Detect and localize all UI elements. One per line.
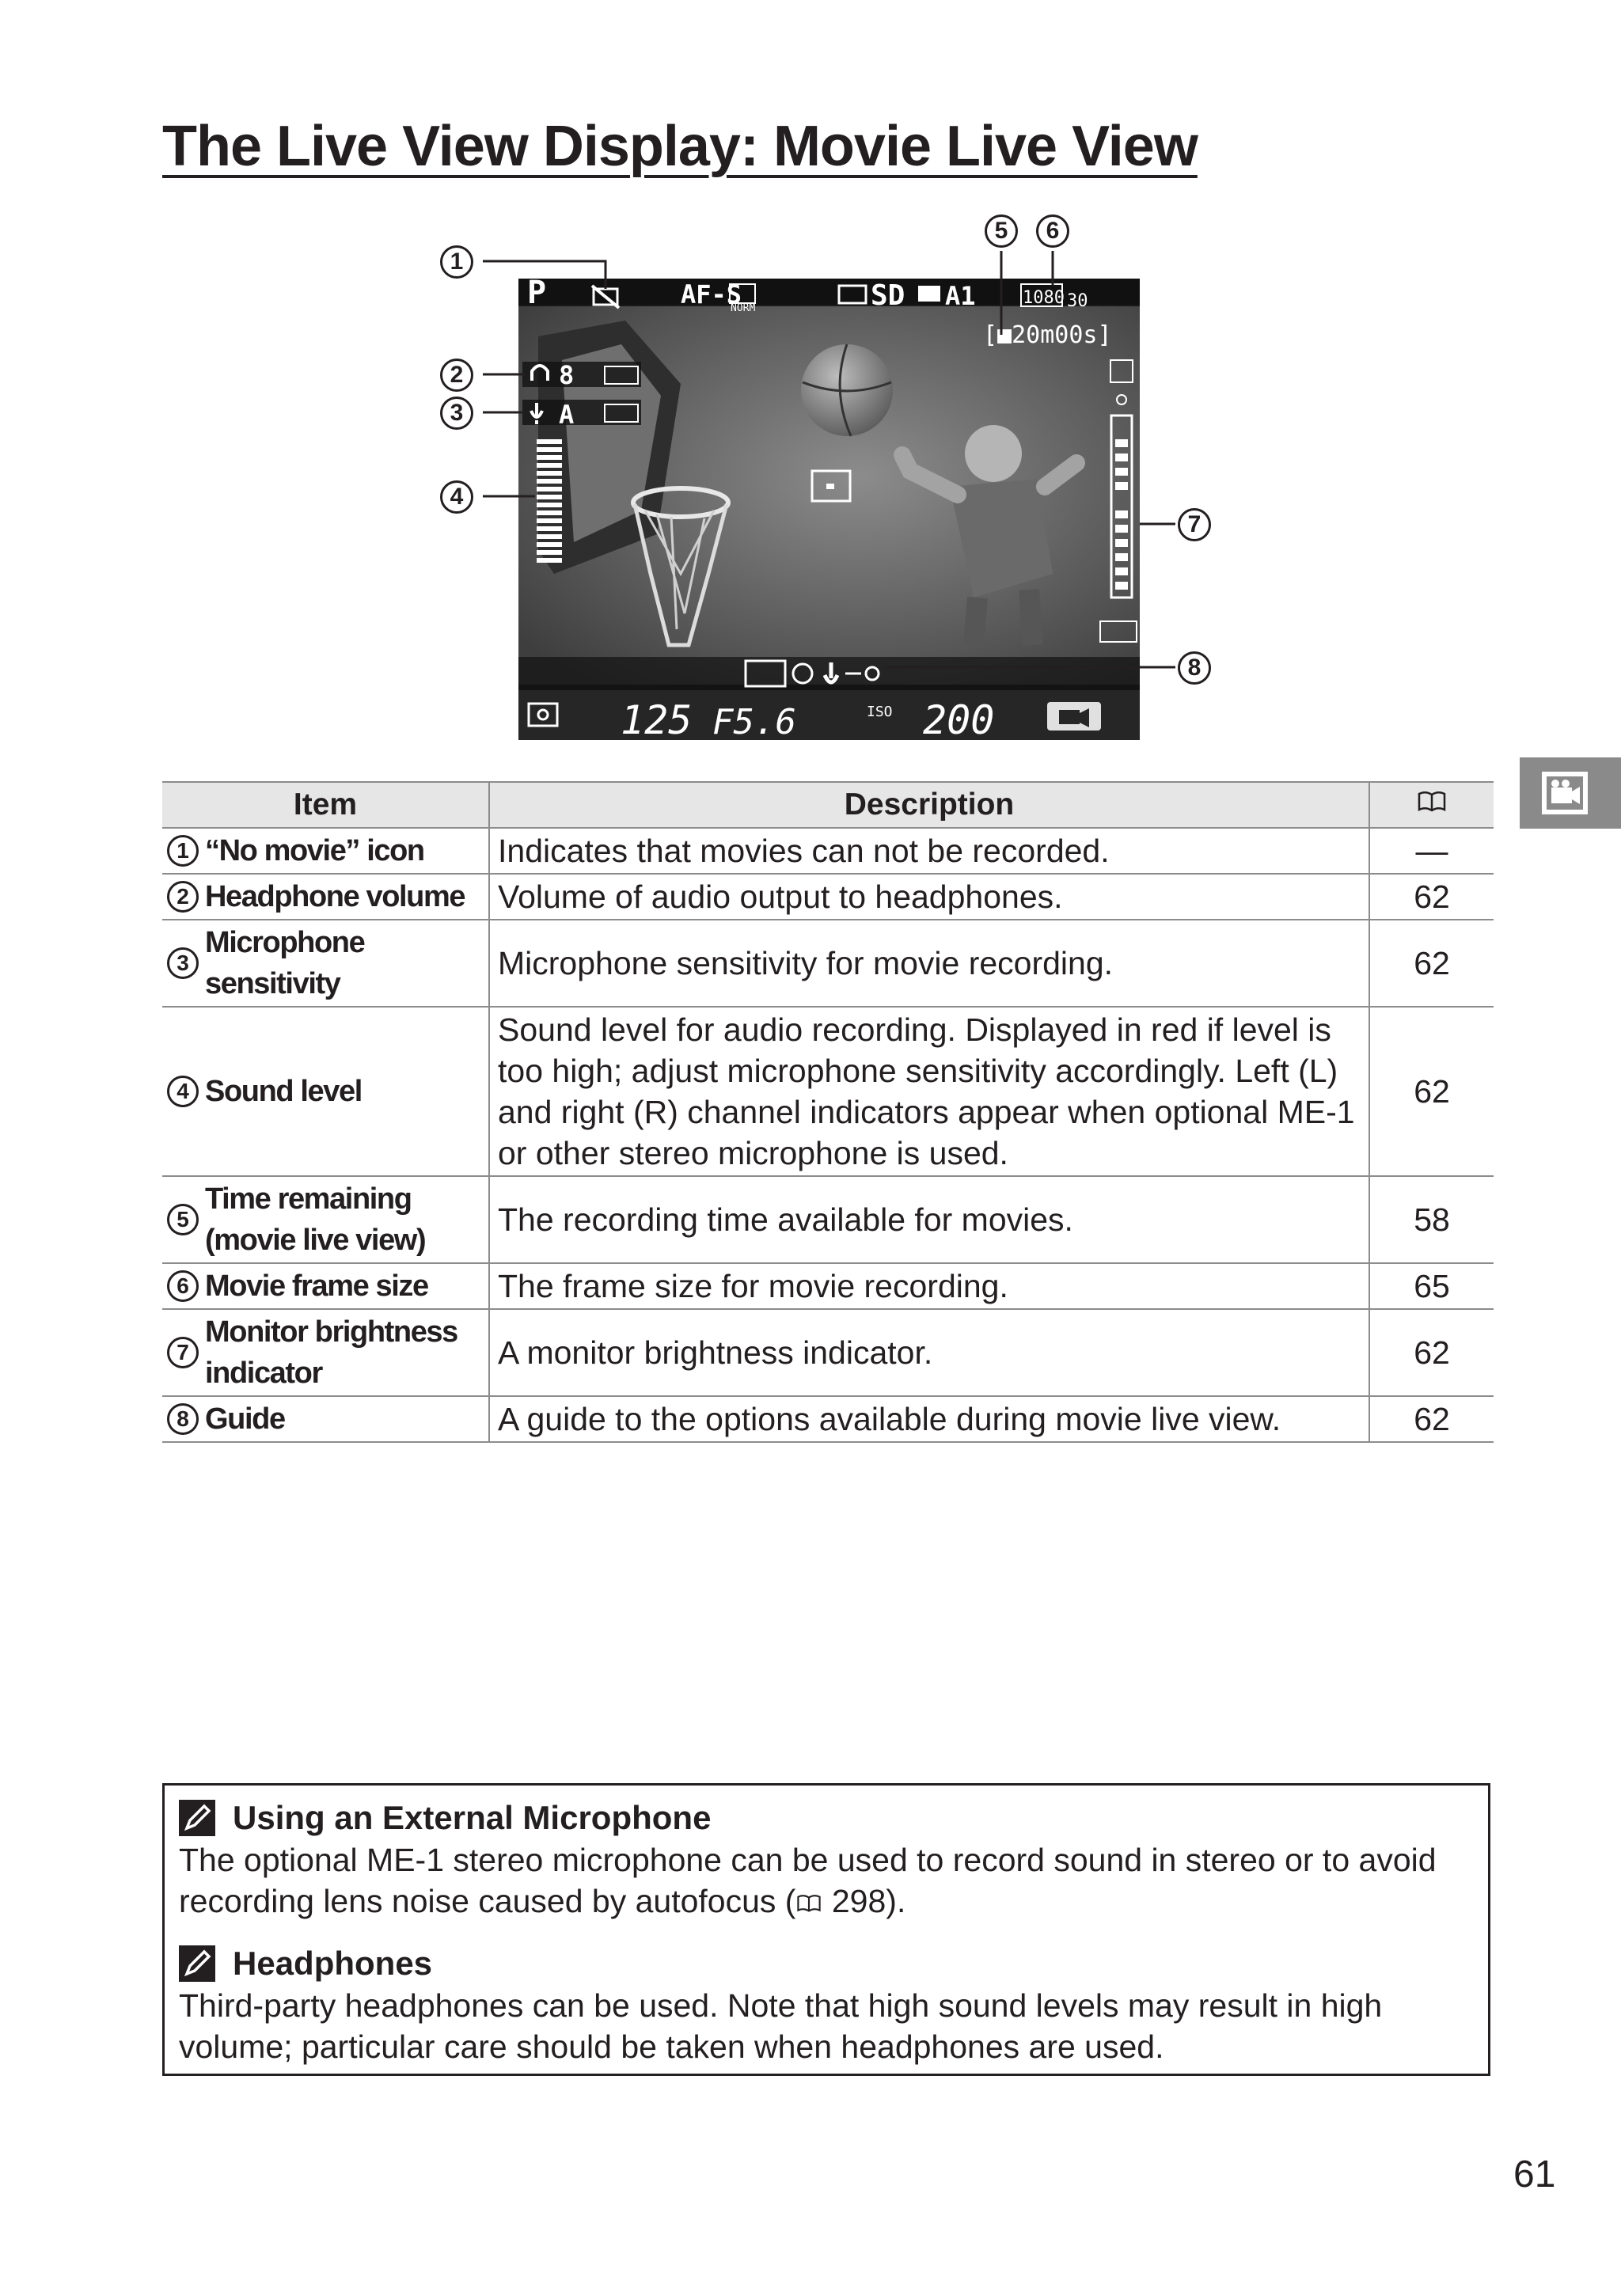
lcd-iso: 200 (923, 697, 995, 743)
row-number: 6 (167, 1270, 199, 1302)
table-row (162, 1263, 1494, 1309)
notes-box (162, 1783, 1490, 2076)
row-item: Headphone volume (205, 880, 465, 913)
row-number: 2 (167, 881, 199, 913)
callout-2: 2 (440, 359, 473, 392)
lcd-aperture: F5.6 (712, 702, 796, 742)
row-ref: — (1369, 828, 1494, 874)
callout-5: 5 (985, 214, 1018, 248)
row-description: Microphone sensitivity for movie recording. (489, 920, 1369, 1007)
row-item: Sound level (205, 1075, 362, 1108)
lcd-shutter: 125 (621, 697, 693, 743)
row-ref: 62 (1369, 874, 1494, 920)
lcd-mode: P (527, 275, 547, 311)
row-description: Sound level for audio recording. Displayed in red if level is too high; adjust microphone sensitivity accordingly. Left (L) and right (R) channel indicators appear when optional ME-1 or other stereo microphone is used. (489, 1007, 1369, 1176)
lcd-card: SD (871, 279, 905, 312)
note-heading (179, 1942, 1474, 1985)
row-ref: 58 (1369, 1176, 1494, 1263)
callout-1: 1 (440, 245, 473, 279)
row-item: “No movie” icon (205, 834, 424, 867)
note-heading (179, 1797, 1474, 1839)
lcd-frame-size: 1080 (1023, 288, 1065, 308)
row-description: The recording time available for movies. (489, 1176, 1369, 1263)
table-row (162, 1309, 1494, 1396)
row-description: The frame size for movie recording. (489, 1263, 1369, 1309)
movie-live-view-diagram (419, 202, 1258, 756)
lcd-iso-label: ISO (867, 704, 893, 720)
note-body: Third-party headphones can be used. Note that high sound levels may result in high volume; particular care should be taken when headphones are used. (179, 1987, 1383, 2065)
lcd-af-mode: AF-S (681, 279, 742, 309)
row-number: 3 (167, 947, 199, 979)
row-description: A monitor brightness indicator. (489, 1309, 1369, 1396)
header-description: Description (489, 782, 1369, 828)
lcd-headphone-volume: 8 (559, 360, 575, 390)
lcd-wb: A1 (945, 281, 976, 311)
row-number: 1 (167, 835, 199, 867)
table-header-row (162, 782, 1494, 828)
section-tab (1520, 757, 1621, 829)
header-item: Item (162, 782, 489, 828)
header-ref (1369, 782, 1494, 828)
row-description: Indicates that movies can not be recorded. (489, 828, 1369, 874)
callout-4: 4 (440, 480, 473, 514)
row-ref: 62 (1369, 1309, 1494, 1396)
book-icon (795, 1894, 822, 1915)
note-title: Headphones (233, 1945, 433, 1982)
row-item: Time remaining (movie live view) (205, 1182, 426, 1257)
page-number: 61 (1513, 2154, 1556, 2195)
table-row (162, 920, 1494, 1007)
row-item: Monitor brightness indicator (205, 1315, 457, 1390)
row-item: Guide (205, 1402, 285, 1436)
lcd-mic-sensitivity: A (559, 400, 575, 430)
row-description: A guide to the options available during movie live view. (489, 1396, 1369, 1442)
row-ref: 62 (1369, 920, 1494, 1007)
callout-6: 6 (1036, 214, 1069, 248)
movie-camera-icon (1540, 770, 1600, 816)
row-item: Movie frame size (205, 1269, 428, 1303)
table-row (162, 828, 1494, 874)
row-number: 5 (167, 1204, 199, 1235)
lcd-af-area: NORM (731, 302, 756, 314)
table-row (162, 1396, 1494, 1442)
row-number: 7 (167, 1337, 199, 1368)
row-ref: 62 (1369, 1396, 1494, 1442)
callout-7: 7 (1178, 508, 1211, 541)
callout-8: 8 (1178, 651, 1211, 685)
table-row (162, 874, 1494, 920)
row-item: Microphone sensitivity (205, 926, 365, 1000)
row-ref: 62 (1369, 1007, 1494, 1176)
book-icon (1416, 791, 1448, 814)
table-row (162, 1007, 1494, 1176)
callout-3: 3 (440, 397, 473, 430)
table-row (162, 1176, 1494, 1263)
lcd-frame-rate: 30 (1067, 291, 1088, 311)
note-body: The optional ME-1 stereo microphone can be used to record sound in stereo or to avoid recording lens noise caused by autofocus ( 298). (179, 1842, 1437, 1919)
pencil-icon (179, 1800, 215, 1836)
row-ref: 65 (1369, 1263, 1494, 1309)
pencil-icon (179, 1945, 215, 1982)
items-table (162, 781, 1494, 1443)
row-number: 8 (167, 1403, 199, 1435)
lcd-time-remaining: [■20m00s] (983, 321, 1112, 349)
note-title: Using an External Microphone (233, 1799, 712, 1836)
page-title: The Live View Display: Movie Live View (162, 115, 1198, 178)
row-description: Volume of audio output to headphones. (489, 874, 1369, 920)
row-number: 4 (167, 1076, 199, 1107)
